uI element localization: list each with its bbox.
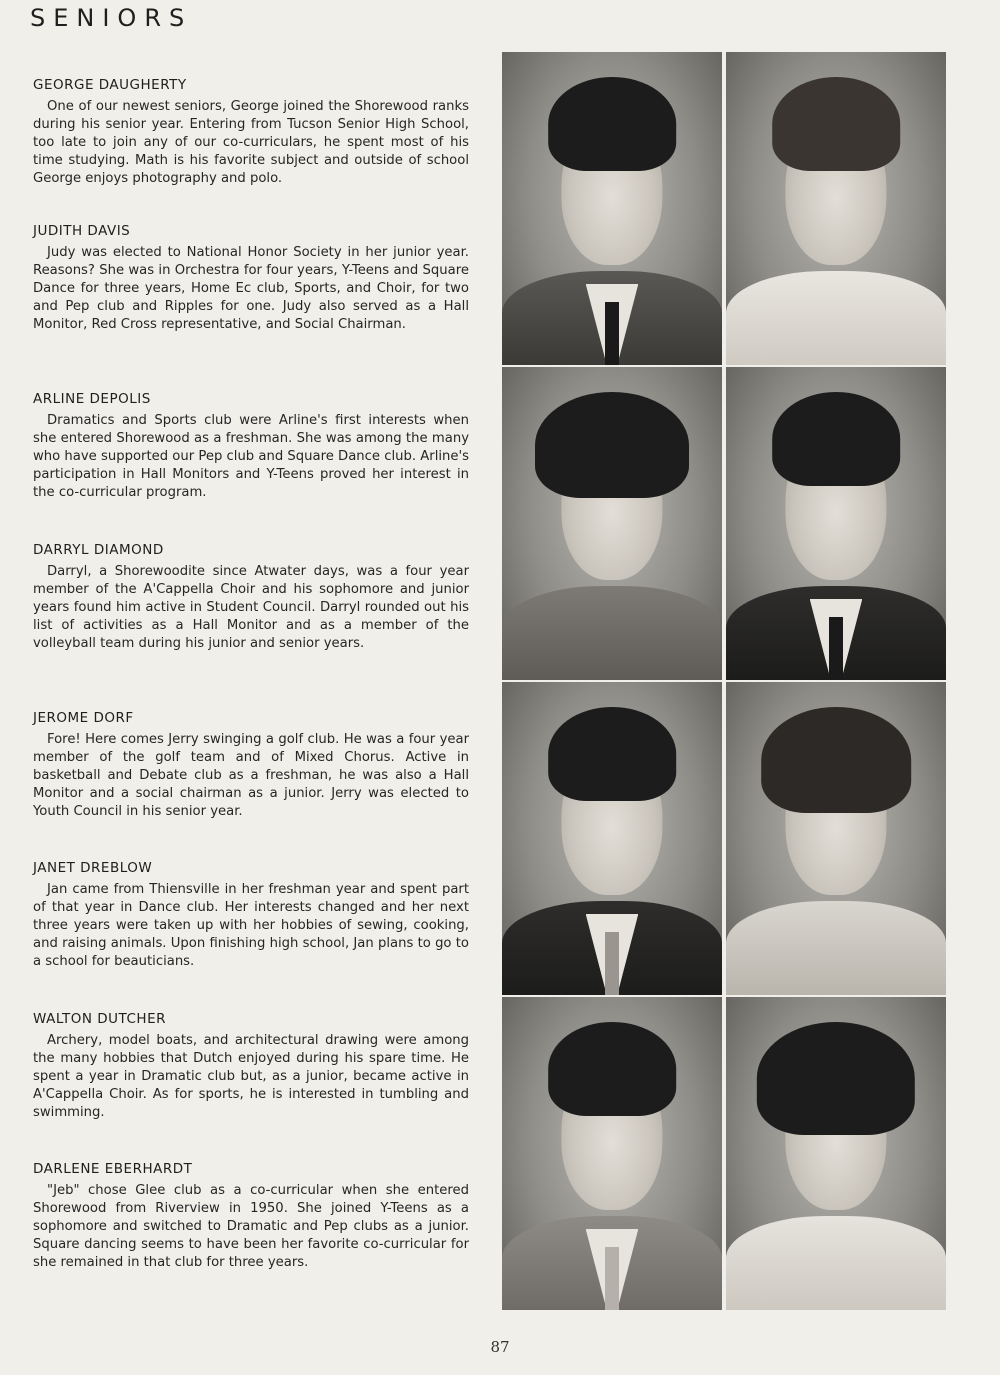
- senior-name: GEORGE DAUGHERTY: [33, 77, 187, 93]
- senior-name: WALTON DUTCHER: [33, 1011, 166, 1027]
- portrait-shoulders: [726, 901, 946, 995]
- senior-bio: Judy was elected to National Honor Society in her junior year. Reasons? She was in Orchestra for four years, Y-Teens and Square Dance for three years, Home Ec club, Sports, and Choir, for two and Pep club and Ripples for one. Judy also served as a Hall Monitor, Red Cross representative, and Social Chairman.: [33, 245, 469, 332]
- portrait-janet-dreblow: [726, 682, 946, 995]
- portrait-tie: [605, 932, 618, 995]
- senior-bio: Jan came from Thiensville in her freshman year and spent part of that year in Dance club. Her interests changed and her next three years were taken up with her hobbies of sewing, cooking, and raising animals. Upon finishing high school, Jan plans to go to a school for beauticians.: [33, 882, 469, 969]
- senior-entry-janet-dreblow: [33, 860, 469, 971]
- senior-name: ARLINE DEPOLIS: [33, 391, 151, 407]
- portrait-jerome-dorf: [502, 682, 722, 995]
- senior-bio: Fore! Here comes Jerry swinging a golf club. He was a four year member of the golf team and of Mixed Chorus. Active in basketball and Debate club as a freshman, he was also a Hall Monitor and a social chairman as a junior. Jerry was elected to Youth Council in his senior year.: [33, 732, 469, 819]
- portrait-shoulders: [502, 586, 722, 680]
- portrait-hair: [772, 392, 900, 486]
- portrait-arline-depolis: [502, 367, 722, 680]
- portrait-tie: [605, 1247, 618, 1310]
- portrait-darryl-diamond: [726, 367, 946, 680]
- portrait-hair: [772, 77, 900, 171]
- portrait-grid: [502, 52, 946, 1312]
- portrait-darlene-eberhardt: [726, 997, 946, 1310]
- portrait-shoulders: [726, 271, 946, 365]
- senior-name: JANET DREBLOW: [33, 860, 153, 876]
- senior-bio: Darryl, a Shorewoodite since Atwater days, was a four year member of the A'Cappella Choir and his sophomore and junior years found him active in Student Council. Darryl rounded out his list of activities as a Hall Monitor and as a member of the volleyball team during his junior and senior years.: [33, 564, 469, 651]
- portrait-hair: [757, 1022, 915, 1135]
- senior-entry-darryl-diamond: [33, 542, 469, 653]
- section-title: SENIORS: [30, 4, 193, 32]
- portrait-shoulders: [726, 1216, 946, 1310]
- portrait-hair: [535, 392, 689, 498]
- senior-entry-jerome-dorf: [33, 710, 469, 821]
- senior-name: DARLENE EBERHARDT: [33, 1161, 193, 1177]
- portrait-walton-dutcher: [502, 997, 722, 1310]
- senior-entry-walton-dutcher: [33, 1011, 469, 1122]
- portrait-hair: [761, 707, 911, 813]
- portrait-george-daugherty: [502, 52, 722, 365]
- portrait-hair: [548, 77, 676, 171]
- senior-name: JEROME DORF: [33, 710, 134, 726]
- portrait-tie: [605, 302, 618, 365]
- senior-bio: Dramatics and Sports club were Arline's first interests when she entered Shorewood as a freshman. She was among the many who have supported our Pep club and Square Dance club. Arline's participation in Hall Monitors and Y-Teens proved her interest in the co-curricular program.: [33, 413, 469, 500]
- senior-bio: "Jeb" chose Glee club as a co-curricular when she entered Shorewood from Riverview in 1950. She joined Y-Teens as a sophomore and switched to Dramatic and Pep clubs as a junior. Square dancing seems to have been her favorite co-curricular for she remained in that club for three years.: [33, 1183, 469, 1270]
- page-number: 87: [490, 1338, 510, 1356]
- senior-bio: One of our newest seniors, George joined the Shorewood ranks during his senior year. Entering from Tucson Senior High School, too late to join any of our co-curriculars, he spent most of his time studying. Math is his favorite subject and outside of school George enjoys photography and polo.: [33, 99, 469, 186]
- portrait-hair: [548, 707, 676, 801]
- senior-entry-judith-davis: [33, 223, 469, 334]
- senior-entry-darlene-eberhardt: [33, 1161, 469, 1272]
- portrait-judith-davis: [726, 52, 946, 365]
- senior-entry-arline-depolis: [33, 391, 469, 502]
- portrait-hair: [548, 1022, 676, 1116]
- senior-bio: Archery, model boats, and architectural drawing were among the many hobbies that Dutch enjoyed during his spare time. He spent a year in Dramatic club but, as a junior, became active in A'Cappella Choir. As for sports, he is interested in tumbling and swimming.: [33, 1033, 469, 1120]
- senior-entry-george-daugherty: [33, 77, 469, 188]
- portrait-tie: [829, 617, 842, 680]
- senior-name: DARRYL DIAMOND: [33, 542, 164, 558]
- senior-name: JUDITH DAVIS: [33, 223, 131, 239]
